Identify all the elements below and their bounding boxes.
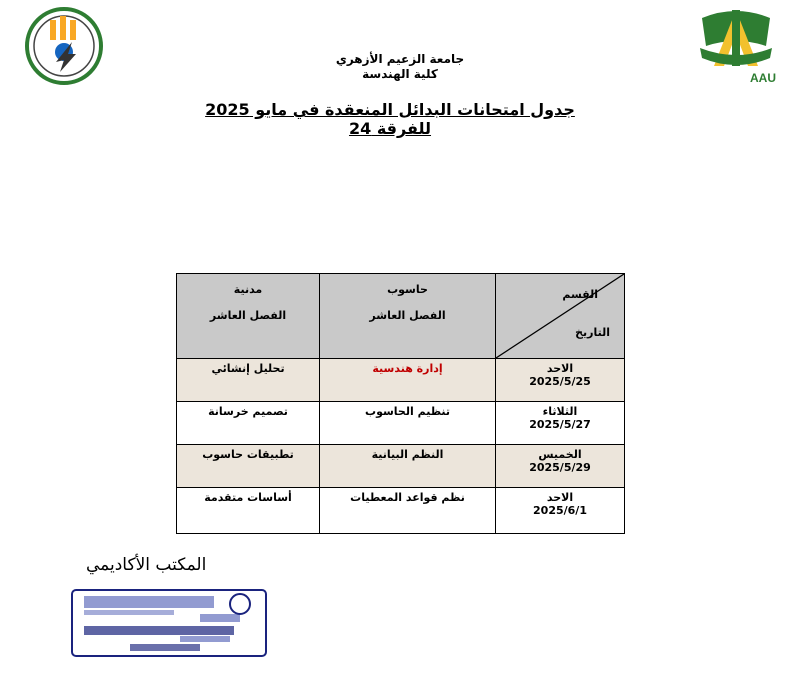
computer-exam-cell: تنظيم الحاسوب (320, 402, 496, 445)
column-header-civil (177, 274, 320, 359)
computer-exam-cell: نظم قواعد المعطيات (320, 488, 496, 534)
dean-office-stamp (70, 588, 268, 658)
faculty-engineering-logo (24, 6, 104, 86)
day: الخميس (538, 448, 582, 461)
civil-exam-cell: تصميم خرسانة (177, 402, 320, 445)
university-name: جامعة الزعيم الأزهري (335, 52, 465, 66)
table-row (177, 445, 625, 488)
civil-exam-cell: تطبيقات حاسوب (177, 445, 320, 488)
date: 2025/5/25 (529, 375, 591, 388)
exam-schedule-table (176, 273, 625, 534)
page-title: جدول امتحانات البدائل المنعقدة في مايو 2025 للفرقة 24 (205, 100, 575, 138)
table-row (177, 359, 625, 402)
column-semester: الفصل العاشر (369, 309, 446, 322)
table-header-row (177, 274, 625, 359)
faculty-name: كلية الهندسة (362, 67, 438, 81)
column-header-computer (320, 274, 496, 359)
diagonal-divider (496, 274, 624, 358)
logo-text: AAU (750, 71, 776, 85)
academic-office-label: المكتب الأكاديمي (86, 555, 207, 575)
computer-exam-cell: النظم البيانية (320, 445, 496, 488)
date-cell (496, 445, 625, 488)
computer-exam-cell: إدارة هندسية (320, 359, 496, 402)
table-row (177, 488, 625, 534)
day: الاحد (546, 362, 574, 375)
department-label: القسم (562, 288, 598, 301)
day: الاحد (546, 491, 574, 504)
civil-exam-cell: تحليل إنشائي (177, 359, 320, 402)
date: 2025/5/29 (529, 461, 591, 474)
civil-exam-cell: أساسات متقدمة (177, 488, 320, 534)
column-name: حاسوب (387, 283, 428, 296)
university-logo (692, 6, 780, 90)
date-label: التاريخ (575, 326, 610, 339)
institution-heading (300, 52, 500, 82)
date-cell (496, 488, 625, 534)
date-cell (496, 402, 625, 445)
date-cell (496, 359, 625, 402)
column-name: مدنية (233, 283, 263, 296)
date: 2025/5/27 (529, 418, 591, 431)
table-row (177, 402, 625, 445)
day: الثلاثاء (542, 405, 578, 418)
corner-header-cell (496, 274, 625, 359)
date: 2025/6/1 (533, 504, 587, 517)
column-semester: الفصل العاشر (209, 309, 287, 322)
